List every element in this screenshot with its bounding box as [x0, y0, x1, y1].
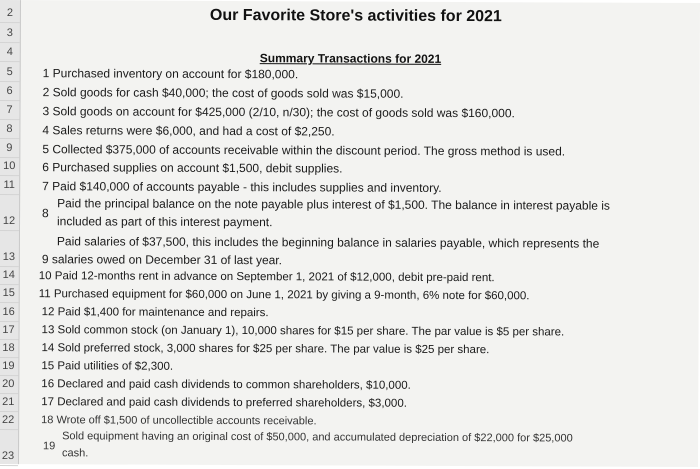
transaction-number: 19	[43, 440, 56, 453]
row-number[interactable]: 10	[0, 157, 19, 176]
row-number[interactable]: 16	[0, 303, 19, 322]
row-number[interactable]: 9	[0, 139, 19, 158]
row-number[interactable]: 15	[0, 284, 19, 303]
transaction-line: 16 Declared and paid cash dividends to common shareholders, $10,000.	[41, 378, 411, 392]
row-number[interactable]: 6	[0, 82, 20, 101]
row-number[interactable]: 20	[0, 375, 18, 394]
row-number[interactable]: 18	[0, 339, 19, 358]
transaction-line: included as part of this interest payment.	[57, 214, 273, 230]
transaction-line: 17 Declared and paid cash dividends to preferred shareholders, $3,000.	[41, 396, 407, 410]
transaction-line: 13 Sold common stock (on January 1), 10,000 shares for $15 per share. The par value is $5 per share.	[41, 324, 565, 339]
row-number[interactable]: 22	[0, 411, 18, 430]
transaction-line: 5 Collected $375,000 of accounts receivable within the discount period. The gross method is used.	[42, 142, 566, 159]
transaction-line: 18 Wrote off $1,500 of uncollectible accounts receivable.	[41, 414, 317, 428]
row-number[interactable]: 14	[0, 266, 19, 285]
row-number[interactable]: 8	[0, 120, 19, 139]
transaction-line: 1 Purchased inventory on account for $180,000.	[42, 66, 299, 82]
row-number[interactable]: 19	[0, 357, 18, 376]
transaction-line: 2 Sold goods for cash $40,000; the cost of goods sold was $15,000.	[42, 85, 404, 101]
row-number[interactable]: 3	[0, 24, 20, 43]
row-number[interactable]: 5	[0, 63, 20, 82]
row-number[interactable]: 11	[0, 176, 19, 195]
transaction-line: 9 salaries owed on December 31 of last year.	[41, 252, 283, 268]
row-number[interactable]: 17	[0, 321, 19, 340]
transaction-line: Sold equipment having an original cost of $50,000, and accumulated depreciation of $22,000 for $25,000	[62, 430, 573, 445]
transaction-line: 4 Sales returns were $6,000, and had a cost of $2,250.	[42, 123, 335, 139]
row-number-column	[0, 0, 21, 464]
row-number[interactable]: 7	[0, 101, 20, 120]
summary-heading: Summary Transactions for 2021	[259, 51, 442, 66]
row-number[interactable]: 21	[0, 393, 18, 412]
transaction-number: 8	[42, 206, 49, 221]
transaction-line: 15 Paid utilities of $2,300.	[41, 360, 174, 373]
transaction-line: 6 Purchased supplies on account $1,500, debit supplies.	[42, 160, 343, 176]
row-number[interactable]: 4	[0, 43, 20, 62]
transaction-line: 7 Paid $140,000 of accounts payable - this includes supplies and inventory.	[42, 179, 442, 195]
row-number[interactable]: 12	[0, 212, 19, 231]
transaction-line: 11 Purchased equipment for $60,000 on June 1, 2021 by giving a 9-month, 6% note for $60,000.	[38, 288, 530, 303]
sheet-title: Our Favorite Store's activities for 2021	[209, 6, 502, 26]
transaction-line: cash.	[61, 447, 89, 460]
transaction-line: 12 Paid $1,400 for maintenance and repairs.	[41, 306, 269, 320]
row-number[interactable]: 2	[0, 4, 20, 23]
transaction-line: Paid the principal balance on the note payable plus interest of $1,500. The balance in interest payable is	[57, 196, 610, 213]
transaction-line: 10 Paid 12-months rent in advance on September 1, 2021 of $12,000, debit pre-paid rent.	[38, 270, 495, 285]
row-number[interactable]: 23	[0, 447, 18, 466]
transaction-line: 14 Sold preferred stock, 3,000 shares for $25 per share. The par value is $25 per share.	[41, 342, 490, 357]
transaction-line: 3 Sold goods on account for $425,000 (2/10, n/30); the cost of goods sold was $160,000.	[42, 104, 515, 121]
row-number[interactable]: 13	[0, 248, 19, 267]
transaction-line: Paid salaries of $37,500, this includes the beginning balance in salaries payable, which represents the	[56, 234, 600, 251]
